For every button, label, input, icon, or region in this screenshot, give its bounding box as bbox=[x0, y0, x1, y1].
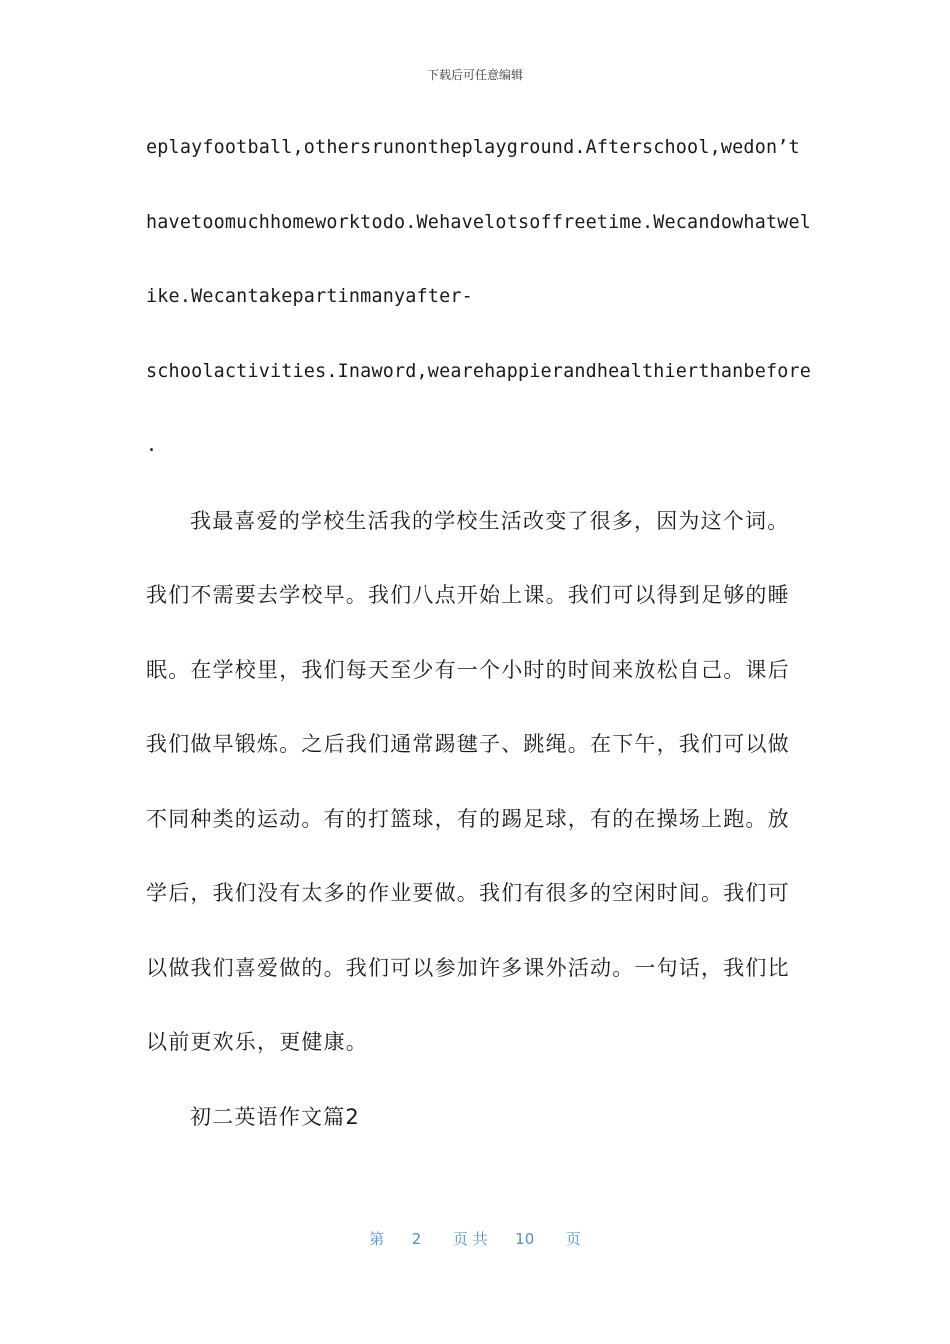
chinese-line: 我们做早锻炼。之后我们通常踢毽子、跳绳。在下午，我们可以做 bbox=[146, 732, 790, 756]
footer-suffix: 页 bbox=[565, 1230, 581, 1248]
english-line: . bbox=[146, 435, 158, 456]
footer-current-page: 2 bbox=[411, 1230, 422, 1248]
chinese-line: 以做我们喜爱做的。我们可以参加许多课外活动。一句话，我们比 bbox=[146, 955, 790, 980]
chinese-line: 不同种类的运动。有的打篮球，有的踢足球，有的在操场上跑。放 bbox=[146, 806, 790, 831]
section-heading: 初二英语作文篇2 bbox=[190, 1104, 360, 1129]
english-line: havetoomuchhomeworktodo.Wehavelotsoffreetime.Wecandowhatwel bbox=[146, 211, 812, 233]
chinese-line: 眠。在学校里，我们每天至少有一个小时的时间来放松自己。课后 bbox=[146, 657, 790, 682]
footer-middle: 页 共 bbox=[452, 1230, 488, 1248]
chinese-line: 学后，我们没有太多的作业要做。我们有很多的空闲时间。我们可 bbox=[146, 881, 790, 905]
chinese-line: 以前更欢乐，更健康。 bbox=[146, 1030, 368, 1054]
footer-total-pages: 10 bbox=[515, 1230, 535, 1248]
chinese-paragraph-first-line: 我最喜爱的学校生活我的学校生活改变了很多，因为这个词。 bbox=[190, 508, 790, 533]
page-footer bbox=[0, 1228, 950, 1249]
document-body bbox=[146, 128, 812, 1171]
page-header: 下载后可任意编辑 bbox=[426, 68, 523, 82]
footer-prefix: 第 bbox=[369, 1230, 385, 1248]
english-line: ike.Wecantakepartinmanyafter- bbox=[146, 286, 473, 307]
chinese-line: 我们不需要去学校早。我们八点开始上课。我们可以得到足够的睡 bbox=[146, 583, 790, 607]
english-line: eplayfootball,othersrunontheplayground.Afterschool,wedon’t bbox=[146, 137, 800, 158]
english-line: schoolactivities.Inaword,wearehappierandhealthierthanbefore bbox=[146, 360, 812, 382]
